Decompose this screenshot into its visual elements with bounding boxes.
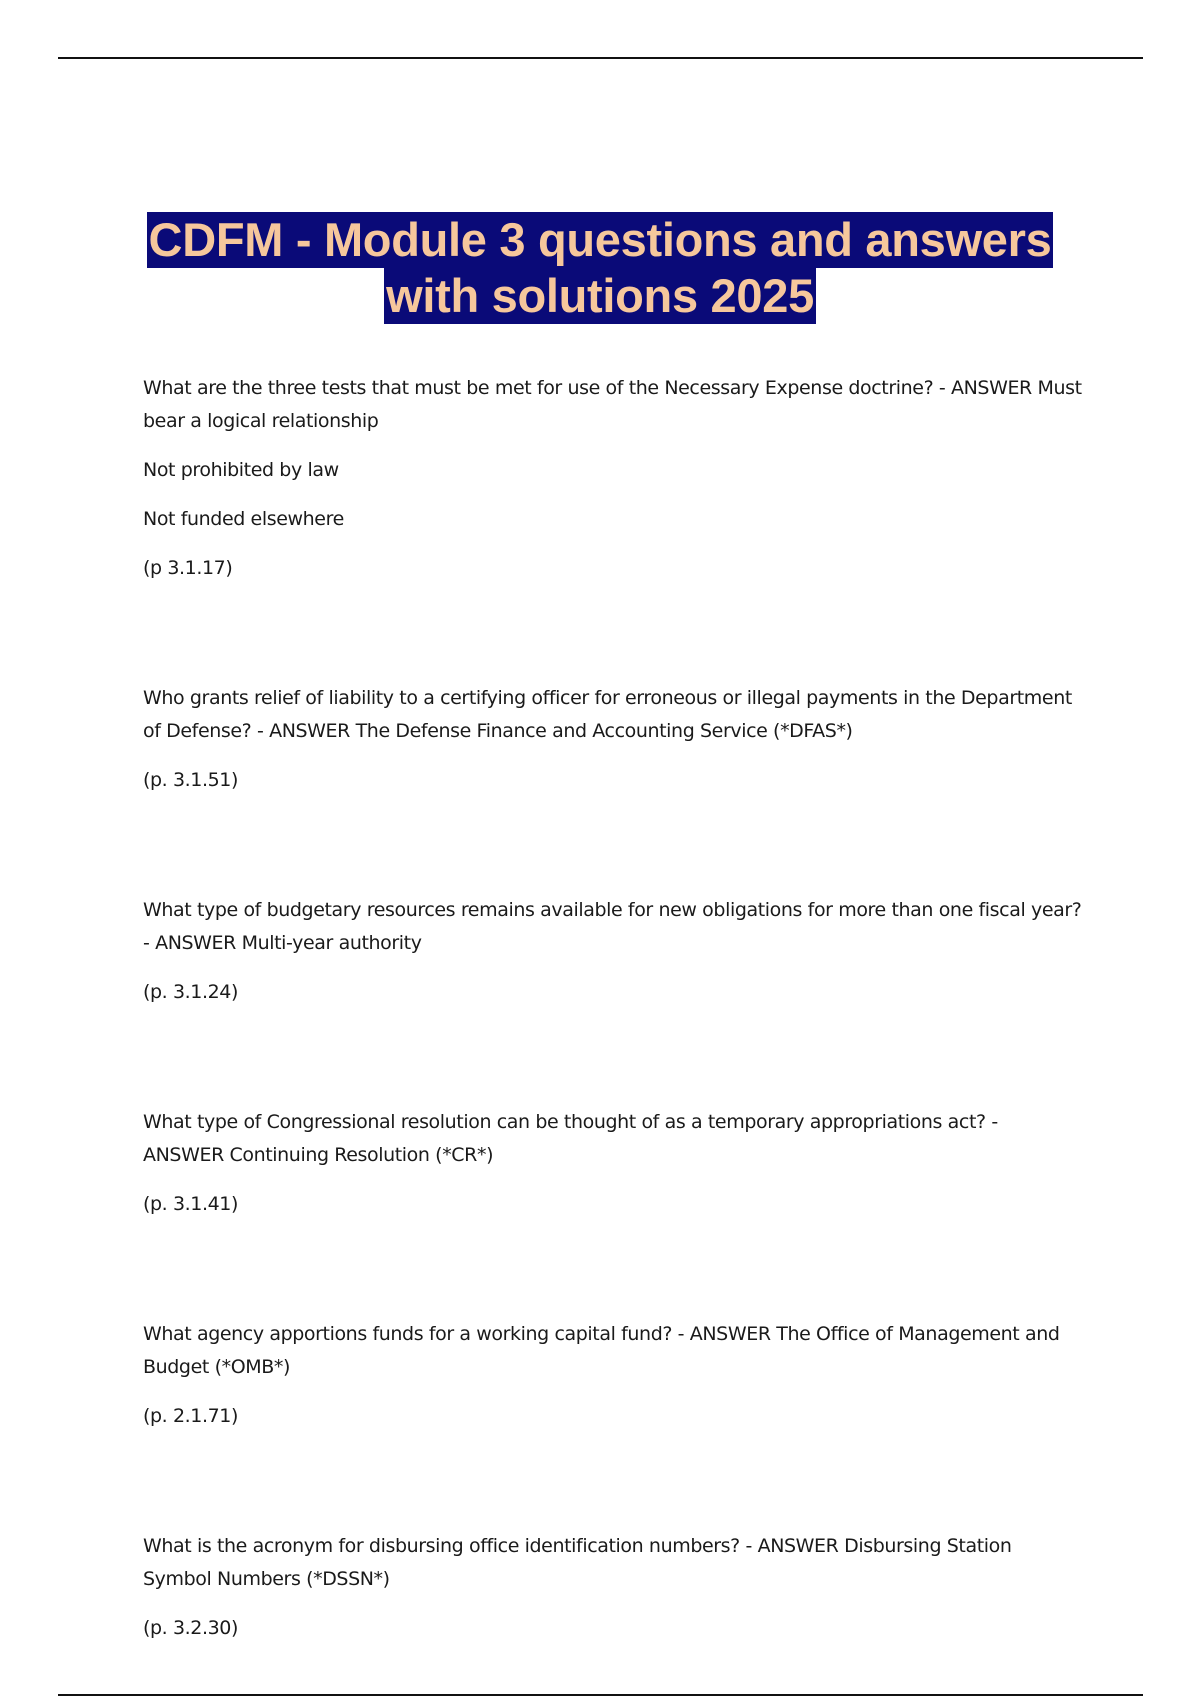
qa-list [143, 372, 1083, 1645]
question-answer: What agency apportions funds for a working capital fund? - ANSWER The Office of Management and Budget (*OMB*) [143, 1323, 1060, 1378]
page-reference: (p. 3.1.41) [143, 1193, 238, 1215]
question-answer: Who grants relief of liability to a certifying officer for erroneous or illegal payments in the Department of Defense? - ANSWER The Defense Finance and Accounting Service (*DFAS*) [143, 687, 1072, 742]
page-reference: (p. 3.1.51) [143, 769, 238, 791]
page-reference: (p. 3.1.24) [143, 981, 238, 1003]
question-answer: What type of Congressional resolution can be thought of as a temporary appropriations act? - ANSWER Continuing Resolution (*CR*) [143, 1111, 998, 1166]
title-line-1: CDFM - Module 3 questions and answers [148, 213, 1052, 266]
page-reference: (p 3.1.17) [143, 557, 233, 579]
qa-entry [143, 1530, 1083, 1645]
question-answer: What type of budgetary resources remains available for new obligations for more than one fiscal year? - ANSWER Multi-year authority [143, 899, 1082, 954]
answer-line: Not funded elsewhere [143, 508, 344, 530]
bottom-rule [58, 1694, 1143, 1696]
qa-entry [143, 682, 1083, 797]
qa-entry [143, 1318, 1083, 1433]
qa-entry [143, 894, 1083, 1009]
page-reference: (p. 3.2.30) [143, 1617, 238, 1639]
page-reference: (p. 2.1.71) [143, 1405, 238, 1427]
document-title [0, 212, 1200, 324]
qa-entry [143, 1106, 1083, 1221]
qa-entry [143, 372, 1083, 585]
answer-line: Not prohibited by law [143, 459, 339, 481]
title-line-2: with solutions 2025 [386, 269, 814, 322]
question-answer: What is the acronym for disbursing office identification numbers? - ANSWER Disbursing Station Symbol Numbers (*DSSN*) [143, 1535, 1012, 1590]
question-answer: What are the three tests that must be met for use of the Necessary Expense doctrine? - ANSWER Must bear a logical relationship [143, 377, 1082, 432]
top-rule [58, 57, 1143, 59]
